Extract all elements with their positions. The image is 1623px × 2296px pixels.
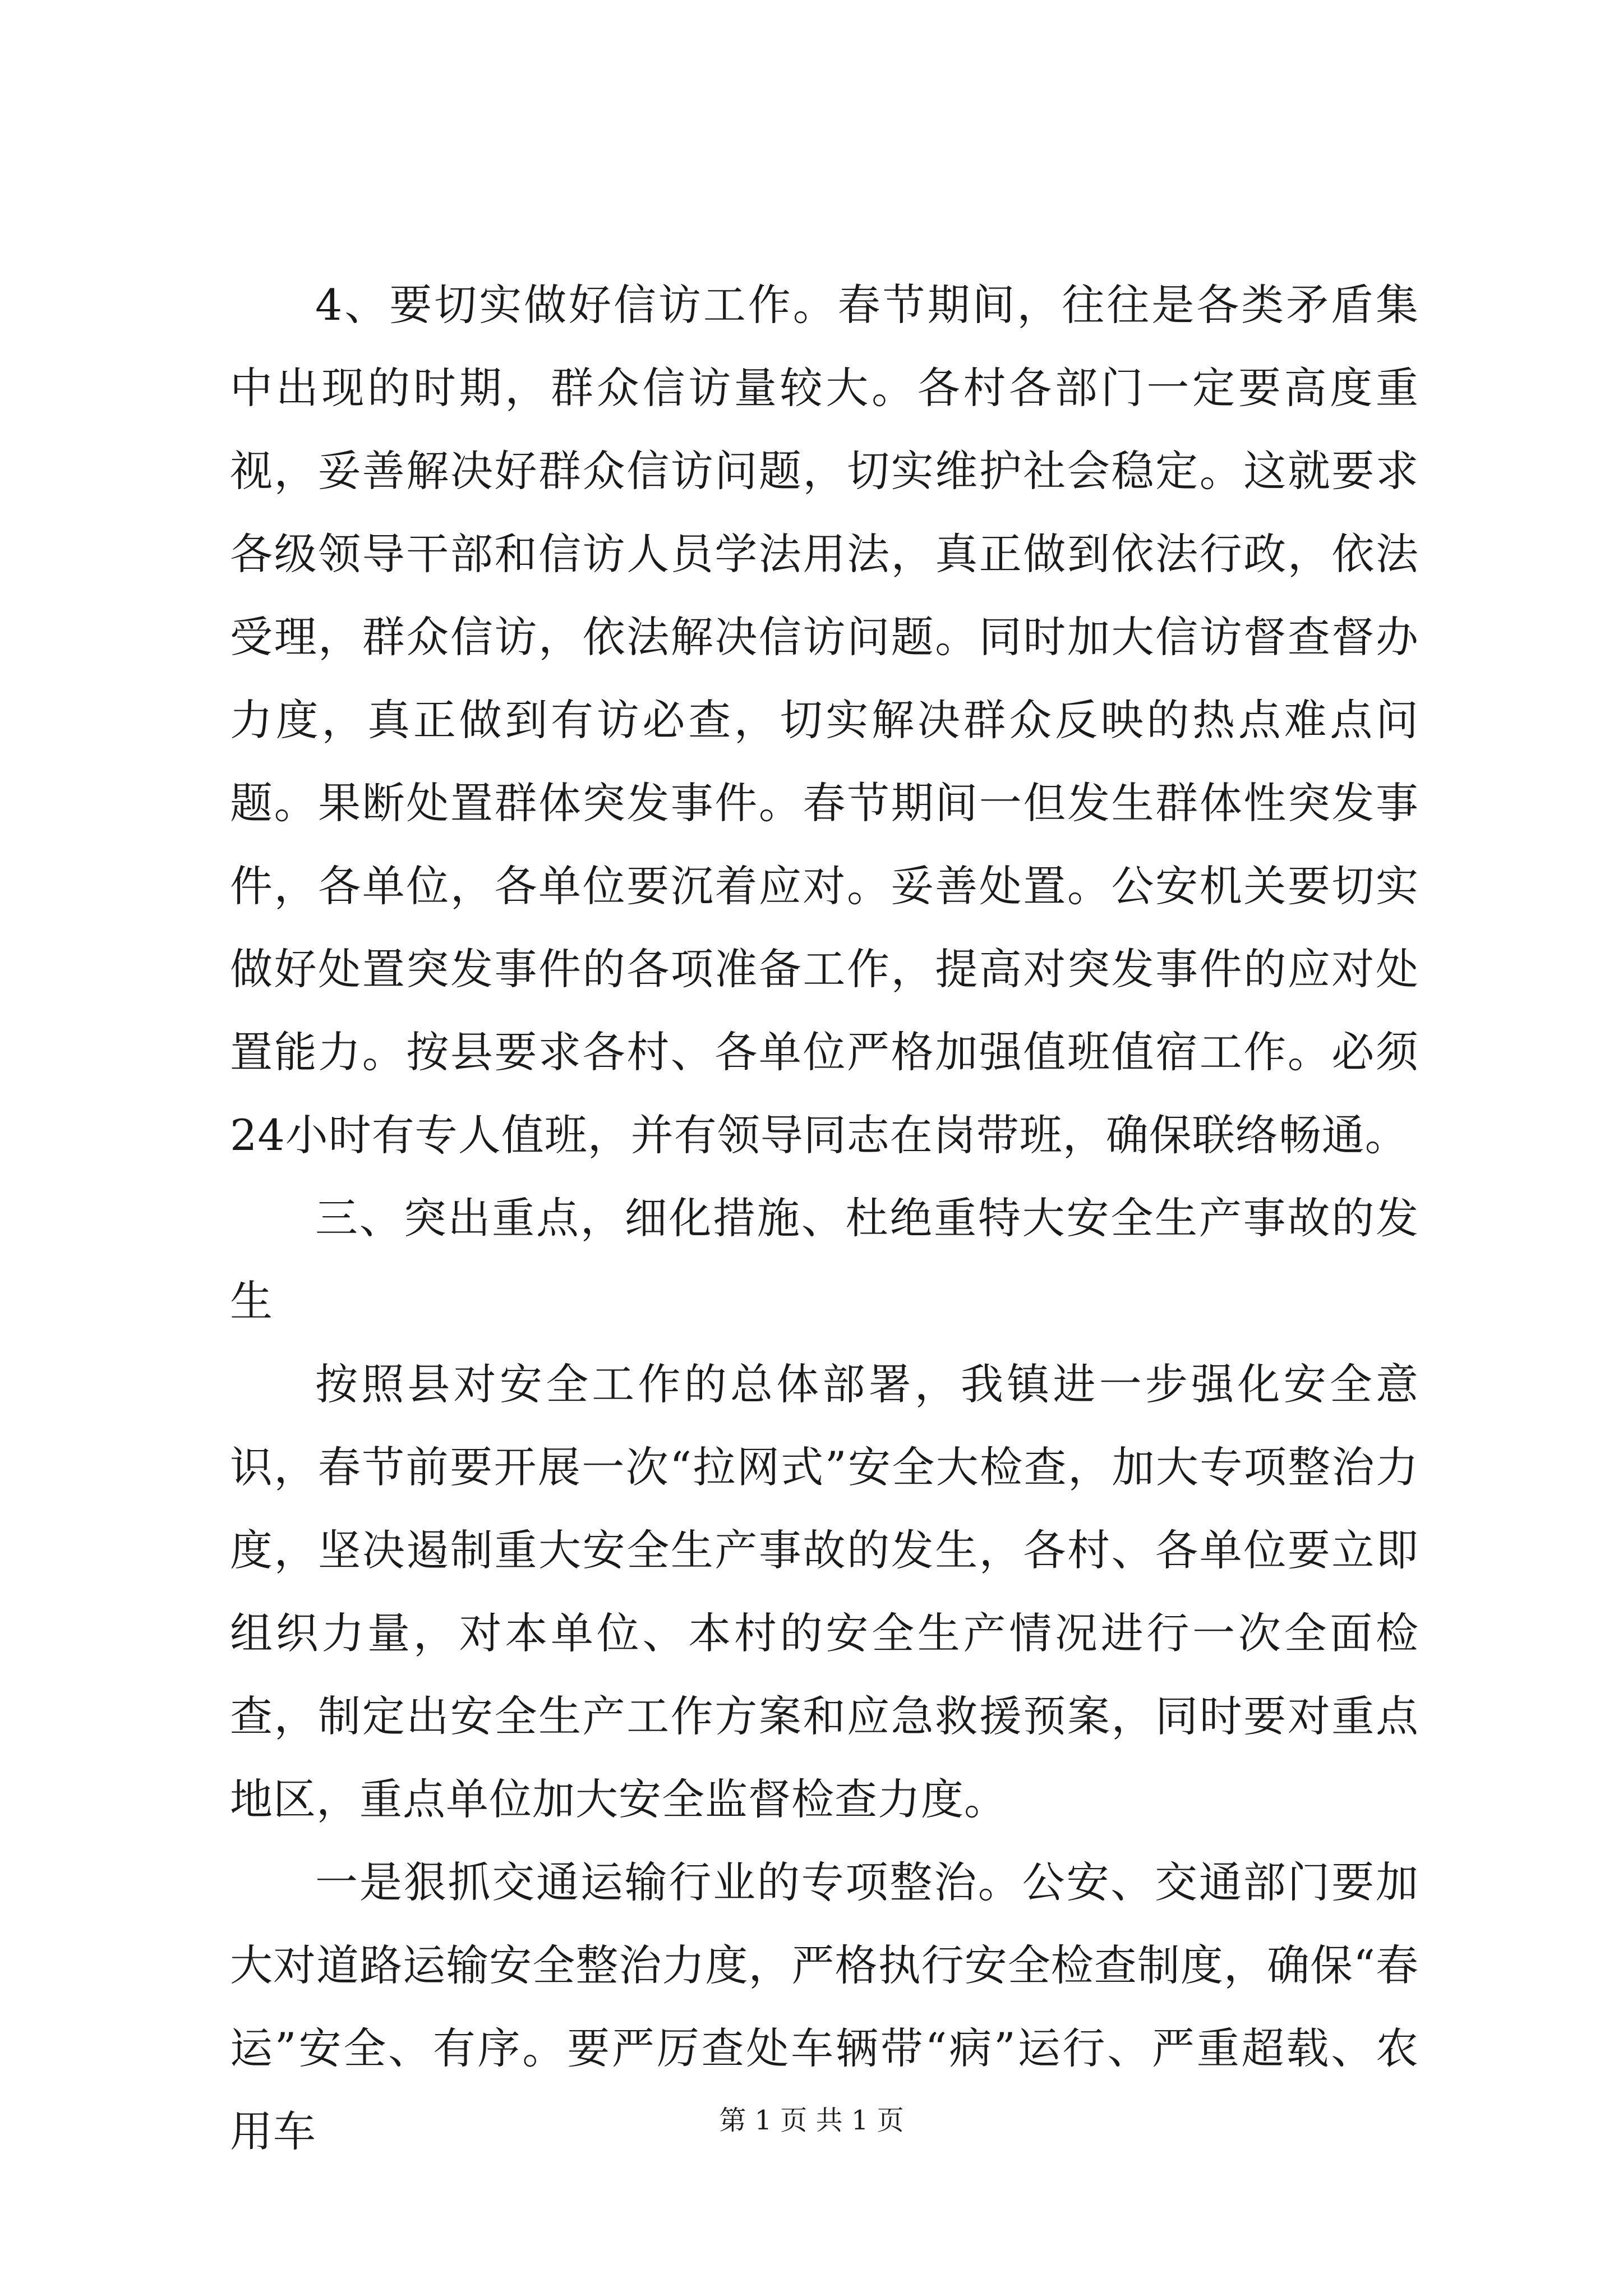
page-number: 第 1 页 共 1 页: [719, 2105, 904, 2136]
paragraph-safety-deployment: 按照县对安全工作的总体部署，我镇进一步强化安全意识，春节前要开展一次“拉网式”安全大检查，加大专项整治力度，坚决遏制重大安全生产事故的发生，各村、各单位要立即组织力量，对本单位、本村的安全生产情况进行一次全面检查，制定出安全生产工作方案和应急救援预案，同时要对重点地区，重点单位加大安全监督检查力度。: [230, 1359, 1419, 1824]
document-body: [230, 264, 1419, 2173]
paragraph-petition-work: 4、要切实做好信访工作。春节期间，往往是各类矛盾集中出现的时期，群众信访量较大。各村各部门一定要高度重视，妥善解决好群众信访问题，切实维护社会稳定。这就要求各级领导干部和信访人员学法用法，真正做到依法行政，依法受理，群众信访，依法解决信访问题。同时加大信访督查督办力度，真正做到有访必查，切实解决群众反映的热点难点问题。果断处置群体突发事件。春节期间一但发生群体性突发事件，各单位，各单位要沉着应对。妥善处置。公安机关要切实做好处置突发事件的各项准备工作，提高对突发事件的应对处置能力。按县要求各村、各单位严格加强值班值宿工作。必须24小时有专人值班，并有领导同志在岗带班，确保联络畅通。: [230, 280, 1419, 1160]
page-footer: [0, 2104, 1623, 2137]
section-heading-safety: 三、突出重点，细化措施、杜绝重特大安全生产事故的发生: [230, 1193, 1419, 1326]
paragraph-traffic-rectification: 一是狠抓交通运输行业的专项整治。公安、交通部门要加大对道路运输安全整治力度，严格执行安全检查制度，确保“春运”安全、有序。要严厉查处车辆带“病”运行、严重超载、农用车: [230, 1857, 1419, 2156]
